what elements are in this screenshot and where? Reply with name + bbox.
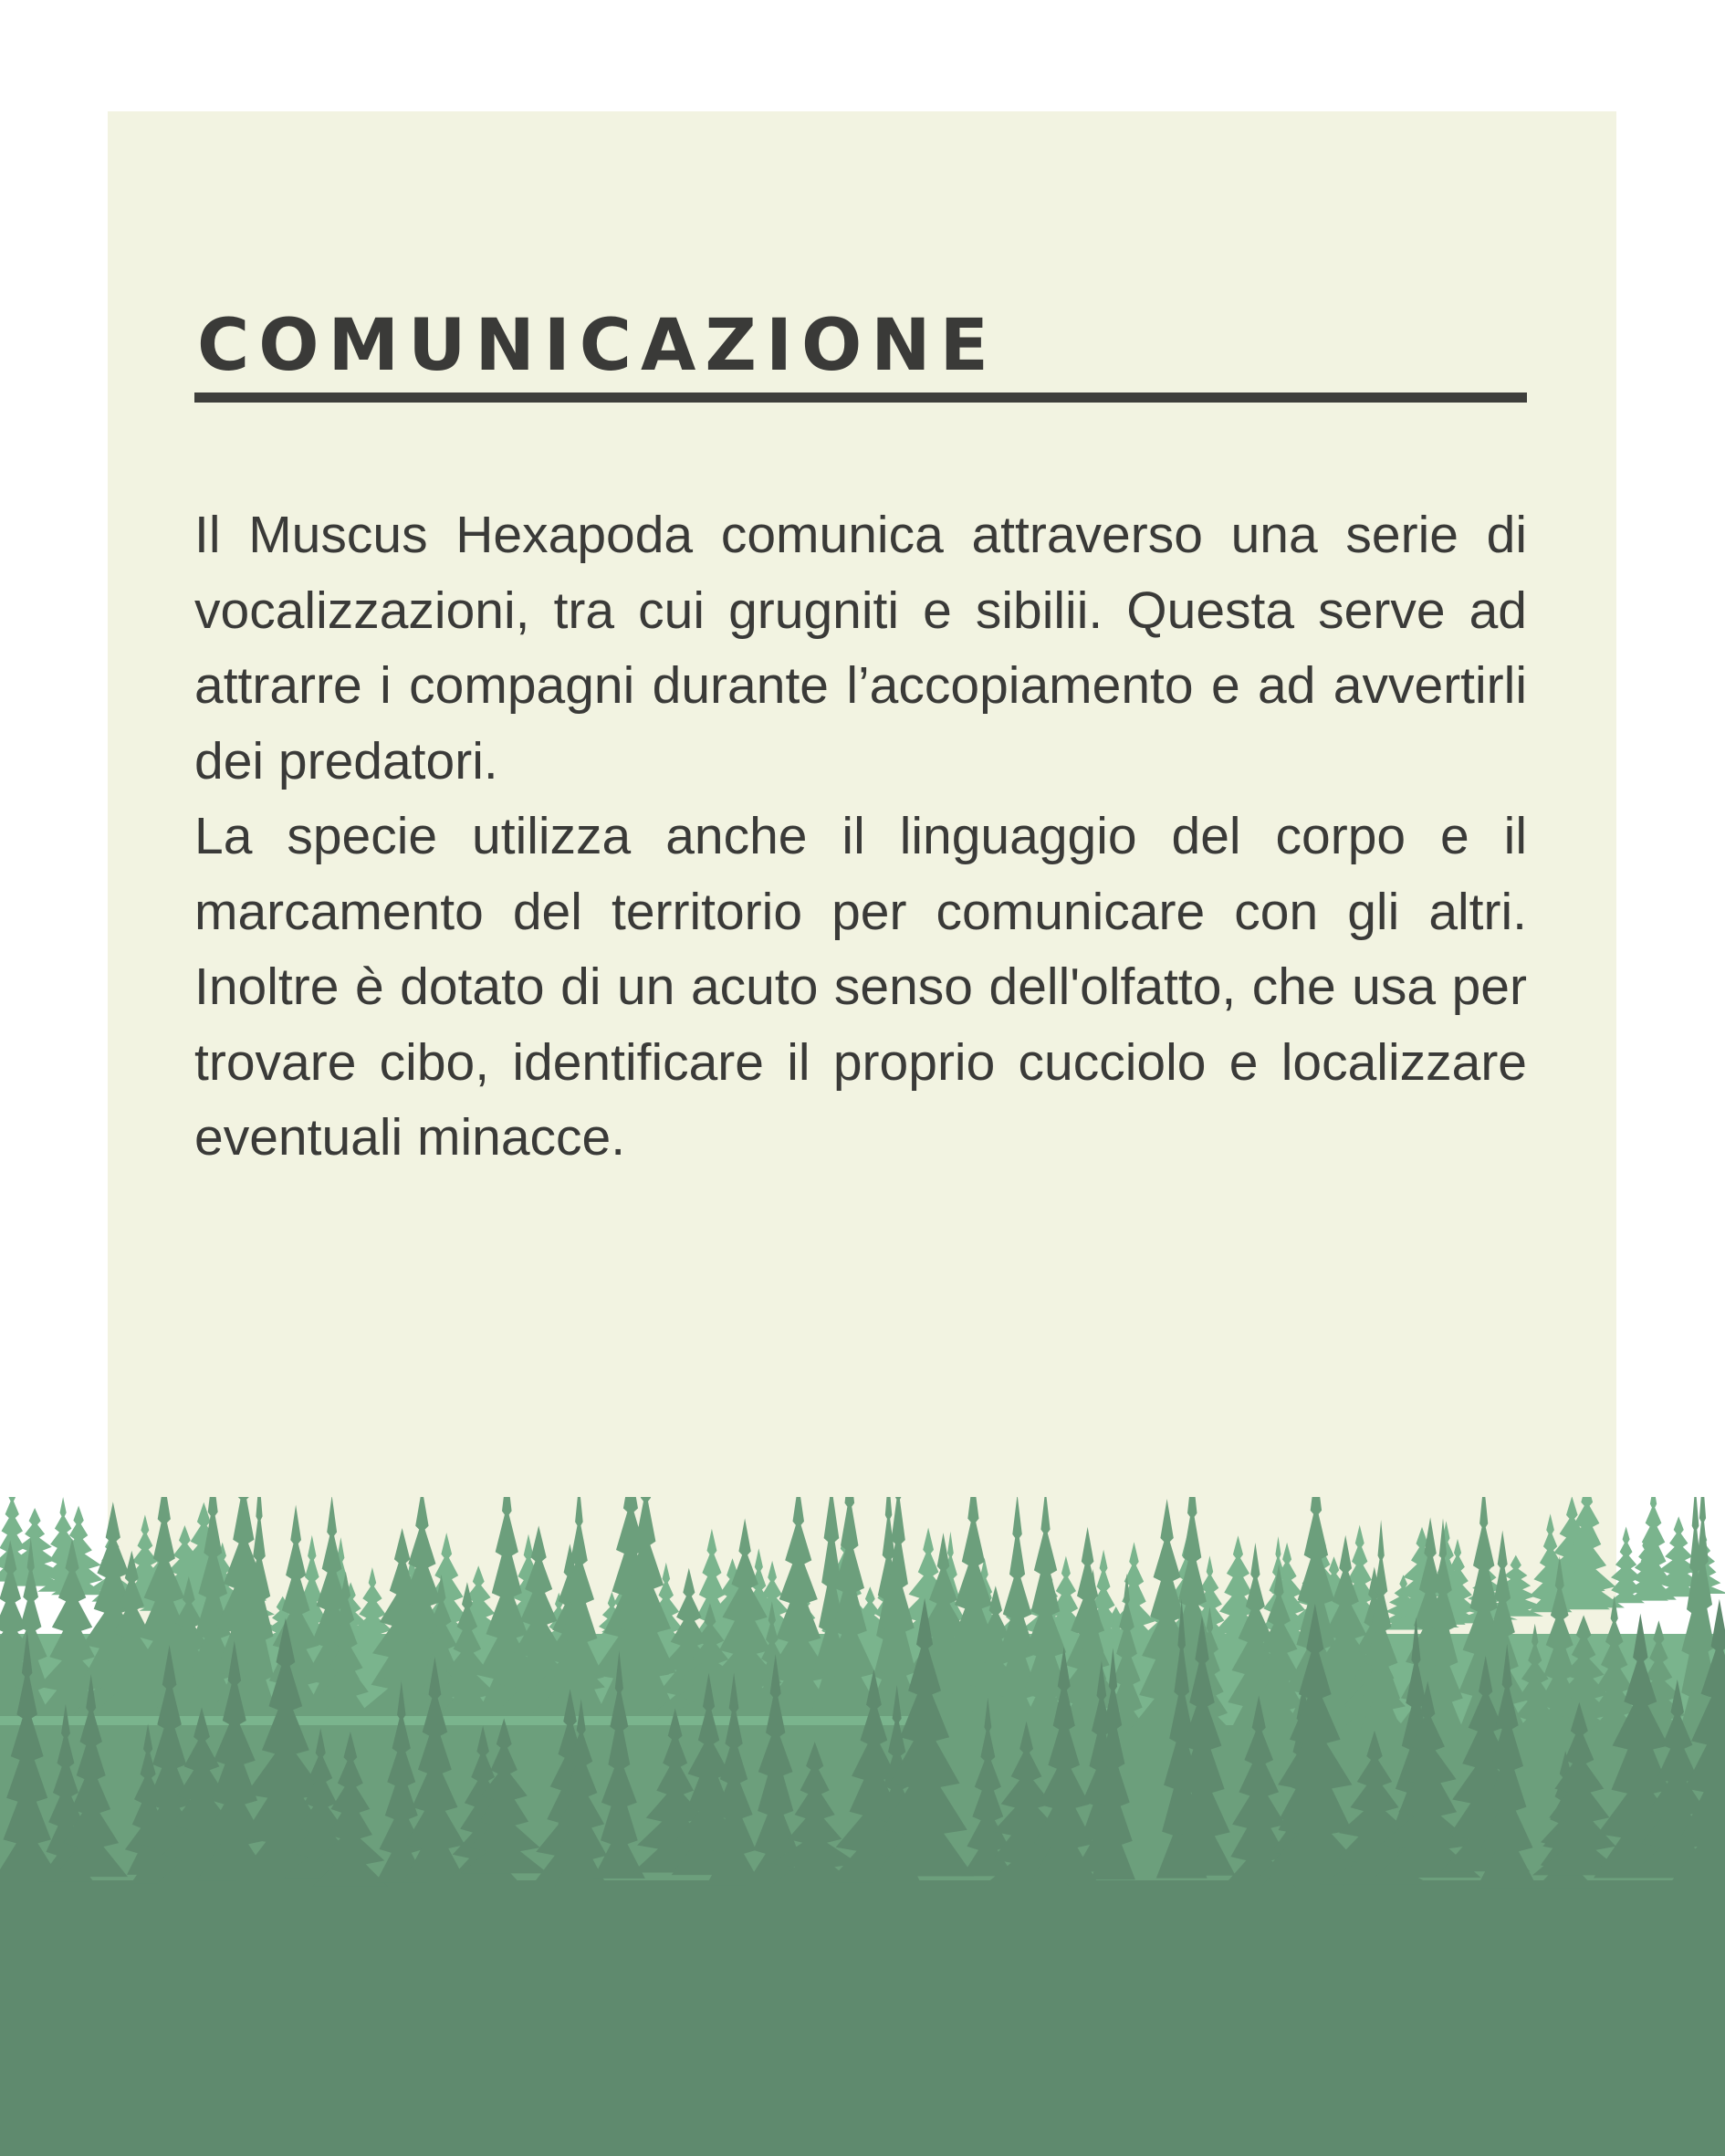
title-underline	[194, 392, 1527, 403]
forest-ground	[0, 1880, 1725, 2156]
paragraph-body-language: La specie utilizza anche il linguaggio del corpo e il marcamento del territorio per comunicare con gli altri. Inoltre è dotato di un acuto senso dell'olfatto, che usa per trovare cibo, identificare il proprio cucciolo e localizzare eventuali minacce.	[194, 807, 1527, 1167]
section-title: COMUNICAZIONE	[197, 305, 998, 387]
paragraph-vocalizations: Il Muscus Hexapoda comunica attraverso una serie di vocalizzazioni, tra cui grugniti e sibilii. Questa serve ad attrarre i compagni durante l’accopiamento e ad avvertirli dei predatori.	[194, 506, 1527, 790]
body-text	[194, 497, 1527, 1176]
forest-illustration	[0, 1497, 1725, 2156]
